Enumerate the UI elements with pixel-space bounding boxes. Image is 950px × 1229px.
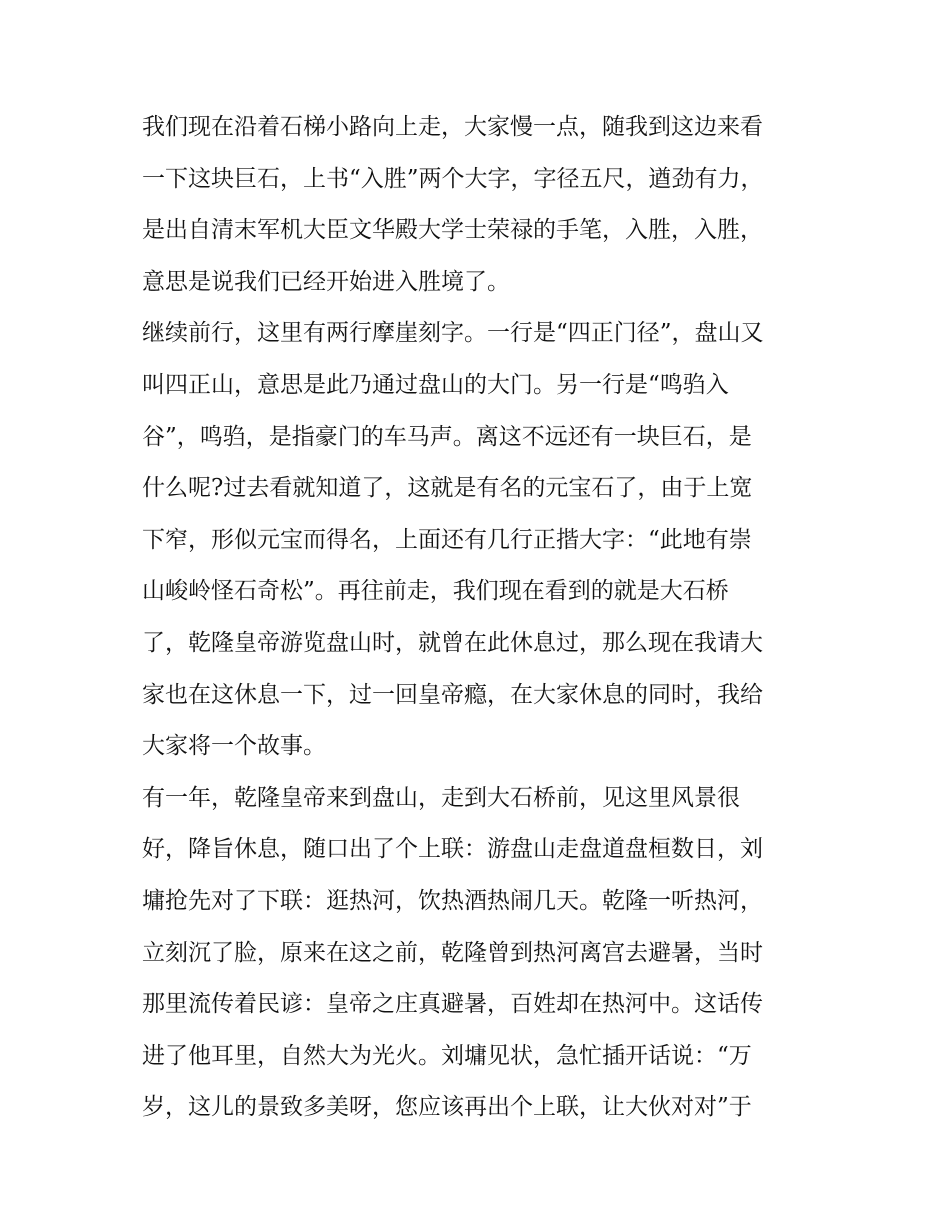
text-line: 叫四正山，意思是此乃通过盘山的大门。另一行是“鸣驺入 [142, 371, 729, 398]
text-line: 好，降旨休息，随口出了个上联：游盘山走盘道盘桓数日，刘 [142, 836, 763, 863]
text-line: 是出自清末军机大臣文华殿大学士荣禄的手笔，入胜，入胜， [142, 217, 763, 244]
text-line: 那里流传着民谚：皇帝之庄真避暑，百姓却在热河中。这话传 [142, 991, 763, 1018]
text-line: 谷”，鸣驺，是指豪门的车马声。离这不远还有一块巨石，是 [142, 423, 752, 450]
text-line: 立刻沉了脸，原来在这之前，乾隆曾到热河离宫去避暑，当时 [142, 939, 763, 966]
text-line: 意思是说我们已经开始进入胜境了。 [142, 268, 510, 295]
text-line: 大家将一个故事。 [142, 733, 326, 760]
text-line: 下窄，形似元宝而得名，上面还有几行正揩大字：“此地有崇 [142, 526, 752, 553]
text-line: 岁，这儿的景致多美呀，您应该再出个上联，让大伙对对”于 [142, 1094, 752, 1121]
text-line: 继续前行，这里有两行摩崖刻字。一行是“四正门径”，盘山又 [142, 320, 764, 347]
text-line: 进了他耳里，自然大为光火。刘墉见状，急忙插开话说：“万 [142, 1042, 752, 1069]
text-line: 有一年，乾隆皇帝来到盘山，走到大石桥前，见这里风景很 [142, 784, 740, 811]
text-line: 一下这块巨石，上书“入胜”两个大字，字径五尺，遒劲有力， [142, 165, 764, 192]
text-line: 了，乾隆皇帝游览盘山时，就曾在此休息过，那么现在我请大 [142, 629, 763, 656]
text-line: 家也在这休息一下，过一回皇帝瘾，在大家休息的同时，我给 [142, 681, 763, 708]
text-line: 山峻岭怪石奇松”。再往前走，我们现在看到的就是大石桥 [142, 578, 729, 605]
text-line: 什么呢?过去看就知道了，这就是有名的元宝石了，由于上宽 [142, 475, 753, 502]
body-text [142, 102, 822, 1134]
text-line: 墉抢先对了下联：逛热河，饮热酒热闹几天。乾隆一听热河， [142, 887, 763, 914]
text-line: 我们现在沿着石梯小路向上走，大家慢一点，随我到这边来看 [142, 114, 763, 140]
